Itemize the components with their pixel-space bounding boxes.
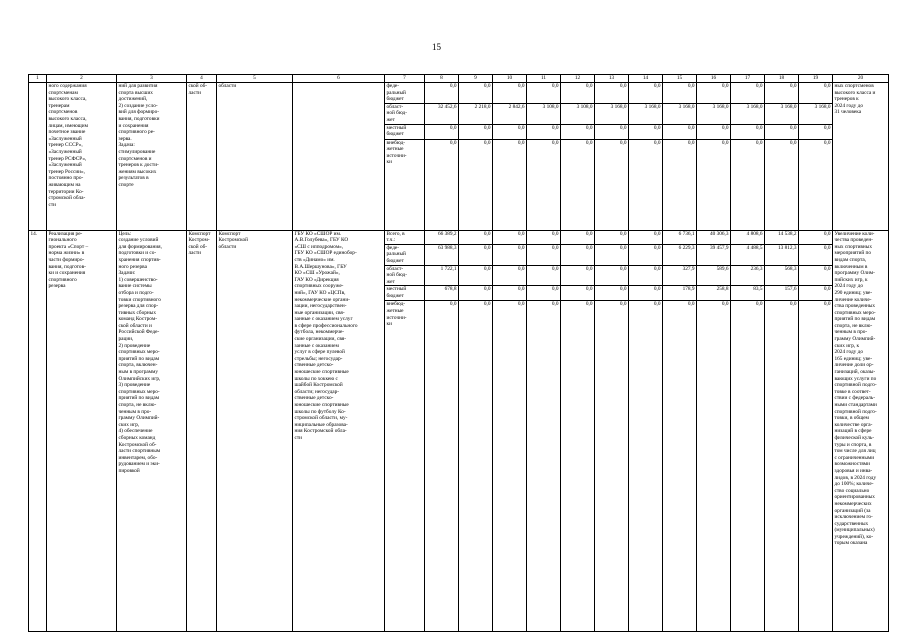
amount-cell: 0,0 (493, 244, 527, 265)
amount-cell: 0,0 (799, 244, 833, 265)
amount-cell: 39 457,9 (697, 244, 731, 265)
column-number: 8 (425, 75, 459, 83)
amount-cell: 3 108,0 (561, 103, 595, 124)
amount-cell: 0,0 (595, 301, 629, 632)
amount-cell: 327,9 (663, 265, 697, 286)
amount-cell: 0,0 (629, 244, 663, 265)
amount-cell: 0,0 (595, 124, 629, 139)
column-number-row (29, 75, 889, 83)
row-index (29, 83, 47, 231)
amount-cell: 0,0 (425, 83, 459, 104)
amount-cell: 0,0 (799, 265, 833, 286)
amount-cell: 0,0 (629, 139, 663, 230)
amount-cell: 0,0 (663, 301, 697, 632)
amount-cell: 0,0 (765, 301, 799, 632)
amount-cell: 0,0 (493, 124, 527, 139)
row-index: 14. (29, 230, 47, 632)
amount-cell: 0,0 (459, 230, 493, 244)
column-number: 12 (561, 75, 595, 83)
amount-cell: 0,0 (493, 139, 527, 230)
amount-cell: 3 168,0 (765, 103, 799, 124)
column-number: 13 (595, 75, 629, 83)
expected-result: ных спортсменов высокого класса и тренеров к 2024 году до 31 человека (833, 83, 889, 231)
amount-cell: 178,9 (663, 286, 697, 301)
funding-source: област- ной бюд- жет (385, 265, 425, 286)
executor: Комспорт Костромской области (217, 230, 293, 632)
amount-cell: 3 108,0 (527, 103, 561, 124)
funding-source: феде- ральный бюджет (385, 244, 425, 265)
amount-cell: 0,0 (595, 83, 629, 104)
amount-cell: 589,6 (697, 265, 731, 286)
funding-source: Всего, в т.ч.: (385, 230, 425, 244)
amount-cell: 0,0 (527, 244, 561, 265)
amount-cell: 3 168,0 (629, 103, 663, 124)
amount-cell: 0,0 (595, 230, 629, 244)
column-number: 9 (459, 75, 493, 83)
amount-cell: 0,0 (561, 265, 595, 286)
amount-cell: 0,0 (459, 301, 493, 632)
table-row (29, 83, 889, 104)
amount-cell: 0,0 (663, 124, 697, 139)
amount-cell: 0,0 (595, 265, 629, 286)
program-table (28, 74, 889, 632)
amount-cell: 66 389,2 (425, 230, 459, 244)
amount-cell: 0,0 (629, 301, 663, 632)
amount-cell: 0,0 (799, 286, 833, 301)
participants (293, 83, 385, 231)
amount-cell: 0,0 (561, 286, 595, 301)
column-number: 16 (697, 75, 731, 83)
funding-source: внебюд- жетные источни- ки (385, 301, 425, 632)
amount-cell: 0,0 (799, 139, 833, 230)
amount-cell: 0,0 (527, 286, 561, 301)
amount-cell: 0,0 (731, 301, 765, 632)
column-number: 4 (187, 75, 217, 83)
funding-source: феде- ральный бюджет (385, 83, 425, 104)
amount-cell: 2 842,6 (493, 103, 527, 124)
amount-cell: 32 452,6 (425, 103, 459, 124)
amount-cell: 0,0 (527, 301, 561, 632)
amount-cell: 0,0 (765, 124, 799, 139)
amount-cell: 0,0 (459, 139, 493, 230)
column-number: 15 (663, 75, 697, 83)
responsible: ской об- ласти (187, 83, 217, 231)
goals-tasks: Цель: создание условий для формирования, подготовки и со- хранения спортив- ного резерва Задачи: 1) совершенство- вание системы отбора и подго- товки спортивного резерва для спор- тивных сборных команд Костром- ской области и Российской Феде- рации, 2) проведение спортивных меро- приятий по видам спорта, включен- ным в программу Олимпийских игр, 3) проведение спортивных меро- приятий по видам спорта, не вклю- ченным в про- грамму Олимпий- ских игр, 4) обеспечение сборных команд Костромской об- ласти спортивным инвентарем, обо- рудованием и эки- пировкой (117, 230, 187, 632)
amount-cell: 0,0 (561, 230, 595, 244)
amount-cell: 2 218,0 (459, 103, 493, 124)
amount-cell: 258,8 (697, 286, 731, 301)
amount-cell: 0,0 (697, 83, 731, 104)
amount-cell: 83,5 (731, 286, 765, 301)
amount-cell: 4 808,6 (731, 230, 765, 244)
column-number: 6 (293, 75, 385, 83)
amount-cell: 0,0 (629, 265, 663, 286)
amount-cell: 0,0 (493, 265, 527, 286)
column-number: 20 (833, 75, 889, 83)
page-number: 15 (432, 42, 441, 52)
column-number: 18 (765, 75, 799, 83)
amount-cell: 0,0 (493, 83, 527, 104)
amount-cell: 0,0 (595, 244, 629, 265)
expected-result: Увеличение коли- чества проведен- ных спортивных мероприятий по видам спорта, включенным в программу Олим- пийских игр, к 2024 году до 290 единиц; уве- личение количе- ства проведенных спортивных меро- приятий по видам спорта, не вклю- ченным в про- грамму Олимпий- ских игр, к 2024 году до 165 единиц; уве- личение доли ор- ганизаций, оказы- вающих услуги по спортивной подго- товке в соответ- ствии с федераль- ными стандартами спортивной подго- товки, в общем количестве орга- низаций в сфере физической куль- туры и спорта, в том числе для лиц с ограниченными возможностями здоровья и инва- лидов, в 2024 году до 100%; количе- ство социально ориентированных некоммерческих организаций (за исключением го- сударственных (муниципальных) учреждений), ко- торым оказана (833, 230, 889, 632)
amount-cell: 1 722,1 (425, 265, 459, 286)
amount-cell: 0,0 (799, 301, 833, 632)
amount-cell: 0,0 (663, 83, 697, 104)
amount-cell: 0,0 (493, 301, 527, 632)
amount-cell: 0,0 (697, 139, 731, 230)
amount-cell: 6 229,3 (663, 244, 697, 265)
table-row (29, 230, 889, 244)
amount-cell: 0,0 (527, 265, 561, 286)
amount-cell: 157,6 (765, 286, 799, 301)
amount-cell: 0,0 (459, 286, 493, 301)
amount-cell: 0,0 (629, 230, 663, 244)
amount-cell: 0,0 (527, 230, 561, 244)
amount-cell: 0,0 (425, 124, 459, 139)
amount-cell: 0,0 (527, 139, 561, 230)
event-name: ного содержания спортсменам высокого класса, тренерам спортсменов высокого класса, лицам, имеющим почетное звание «Заслуженный тренер СССР», «Заслуженный тренер РСФСР», «Заслуженный тренер России», постоянно про- живающим на территории Ко- стромской обла- сти (47, 83, 117, 231)
amount-cell: 0,0 (731, 124, 765, 139)
funding-source: област- ной бюд- жет (385, 103, 425, 124)
column-number: 11 (527, 75, 561, 83)
amount-cell: 236,3 (731, 265, 765, 286)
amount-cell: 0,0 (527, 124, 561, 139)
amount-cell: 0,0 (493, 230, 527, 244)
column-number: 10 (493, 75, 527, 83)
amount-cell: 0,0 (459, 124, 493, 139)
participants: ГБУ КО «СШОР им. А.В.Голубева», ГБУ КО «СШ с ипподромом», ГБУ КО «СШОР единобор- ств «Динамо» им. В.А.Шершунова», ГБУ КО «СШ «Урожай», ГАУ КО «Дирекция спортивных сооруже- ний», ГАУ КО «ЦСПв, некоммерческие органи- зации, негосударствен- ные организации, свя- занные с оказанием услуг в сфере профессионального футбола, некоммерче- ские организации, свя- занные с оказанием услуг в сфере пулевой стрельбы; негосудар- ственные детско- юношеские спортивные школы по хоккею с шайбой Костромской области; негосудар- ственные детско- юношеские спортивные школы по футболу Ко- стромской области, му- ниципальные образова- ния Костромской обла- сти (293, 230, 385, 632)
amount-cell: 0,0 (561, 301, 595, 632)
amount-cell: 0,0 (629, 124, 663, 139)
amount-cell: 0,0 (629, 83, 663, 104)
amount-cell: 0,0 (493, 286, 527, 301)
amount-cell: 0,0 (459, 83, 493, 104)
amount-cell: 3 168,0 (731, 103, 765, 124)
amount-cell: 0,0 (595, 139, 629, 230)
column-number: 7 (385, 75, 425, 83)
amount-cell: 3 168,0 (663, 103, 697, 124)
amount-cell: 0,0 (731, 83, 765, 104)
event-name: Реализация ре- гионального проекта «Спорт – норма жизни» в части формиро- вания, подготов- ки и сохранения спортивного резерва (47, 230, 117, 632)
amount-cell: 0,0 (561, 83, 595, 104)
amount-cell: 568,3 (765, 265, 799, 286)
amount-cell: 0,0 (459, 265, 493, 286)
amount-cell: 0,0 (765, 83, 799, 104)
column-number: 3 (117, 75, 187, 83)
amount-cell: 6 736,1 (663, 230, 697, 244)
amount-cell: 0,0 (799, 230, 833, 244)
amount-cell: 40 306,3 (697, 230, 731, 244)
amount-cell: 3 168,0 (697, 103, 731, 124)
amount-cell: 13 812,3 (765, 244, 799, 265)
amount-cell: 0,0 (799, 83, 833, 104)
amount-cell: 14 538,2 (765, 230, 799, 244)
goals-tasks: ний для развития спорта высших достижений, 2) создание усло- вий для формиро- вания, подготовки и сохранения спортивного ре- зерва. Задача: стимулирование спортсменов и тренеров к дости- жениям высоких результатов в спорте (117, 83, 187, 231)
amount-cell: 678,8 (425, 286, 459, 301)
amount-cell: 0,0 (459, 244, 493, 265)
funding-source: местный бюджет (385, 286, 425, 301)
responsible: Комспорт Костром- ской об- ласти (187, 230, 217, 632)
column-number: 17 (731, 75, 765, 83)
funding-source: внебюд- жетные источни- ки (385, 139, 425, 230)
amount-cell: 0,0 (595, 286, 629, 301)
amount-cell: 0,0 (561, 244, 595, 265)
amount-cell: 63 988,3 (425, 244, 459, 265)
column-number: 5 (217, 75, 293, 83)
amount-cell: 0,0 (561, 139, 595, 230)
amount-cell: 0,0 (697, 124, 731, 139)
amount-cell: 3 168,0 (595, 103, 629, 124)
amount-cell: 0,0 (629, 286, 663, 301)
amount-cell: 0,0 (527, 83, 561, 104)
amount-cell: 0,0 (697, 301, 731, 632)
amount-cell: 0,0 (425, 139, 459, 230)
amount-cell: 3 168,0 (799, 103, 833, 124)
funding-source: местный бюджет (385, 124, 425, 139)
amount-cell: 0,0 (561, 124, 595, 139)
amount-cell: 0,0 (731, 139, 765, 230)
column-number: 14 (629, 75, 663, 83)
amount-cell: 0,0 (765, 139, 799, 230)
amount-cell: 0,0 (425, 301, 459, 632)
column-number: 19 (799, 75, 833, 83)
amount-cell: 0,0 (663, 139, 697, 230)
column-number: 1 (29, 75, 47, 83)
amount-cell: 0,0 (799, 124, 833, 139)
column-number: 2 (47, 75, 117, 83)
amount-cell: 4 488,5 (731, 244, 765, 265)
executor: области (217, 83, 293, 231)
